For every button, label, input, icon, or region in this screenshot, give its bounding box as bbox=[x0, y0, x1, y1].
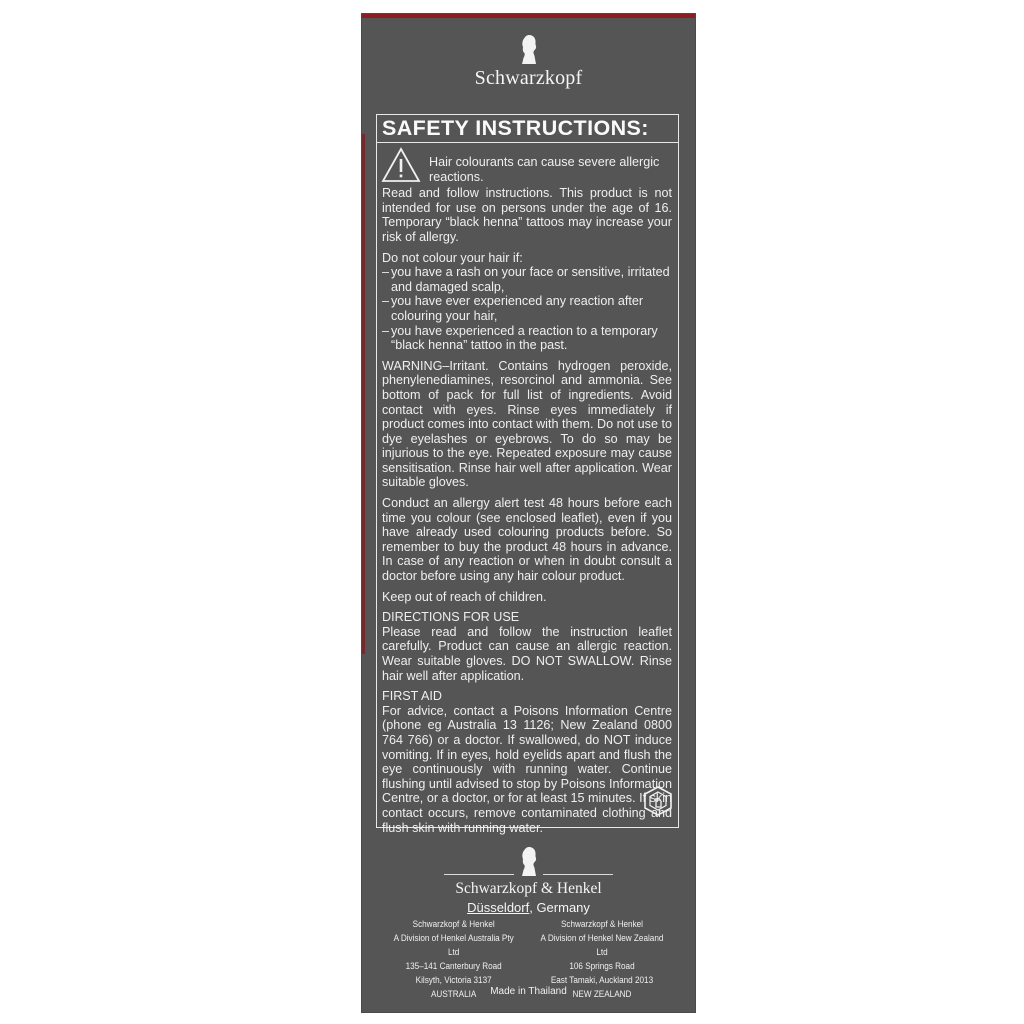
directions-paragraph: Please read and follow the instruction leaflet carefully. Product can cause an allergic reaction. Wear suitable gloves. DO NOT SWALLOW. Rinse hair well after application. bbox=[382, 624, 672, 683]
red-top-edge bbox=[362, 14, 695, 18]
address-line: Schwarzkopf & Henkel bbox=[412, 919, 495, 930]
allergy-warning-text: Hair colourants can cause severe allergic reactions. bbox=[429, 155, 660, 184]
divider-right bbox=[543, 874, 613, 875]
list-item: – you have ever experienced any reaction after colouring your hair, bbox=[382, 294, 672, 323]
list-item: – you have experienced a reaction to a temporary “black henna” tattoo in the past. bbox=[382, 324, 672, 353]
warning-row bbox=[382, 147, 672, 184]
list-item: – you have a rash on your face or sensitive, irritated and damaged scalp, bbox=[382, 265, 672, 294]
address-line: NEW ZEALAND bbox=[572, 989, 632, 1000]
warning-triangle-icon bbox=[381, 147, 421, 183]
address-line: East Tamaki, Auckland 2013 bbox=[550, 975, 654, 986]
country-name: , Germany bbox=[529, 900, 590, 915]
safety-title: SAFETY INSTRUCTIONS: bbox=[377, 115, 678, 143]
address-line: Kilsyth, Victoria 3137 bbox=[415, 975, 492, 986]
red-side-edge bbox=[362, 134, 365, 654]
address-line: A Division of Henkel New Zealand Ltd bbox=[540, 933, 664, 958]
first-aid-heading: FIRST AID bbox=[382, 689, 442, 704]
package-panel bbox=[362, 14, 695, 1012]
directions-heading: DIRECTIONS FOR USE bbox=[382, 610, 520, 625]
address-line: AUSTRALIA bbox=[430, 989, 477, 1000]
head-silhouette-icon bbox=[519, 846, 539, 876]
do-not-list bbox=[382, 265, 672, 353]
first-aid-paragraph: For advice, contact a Poisons Information Centre (phone eg Australia 13 1126; New Zealand 0800 764 766) or a doctor. If swallowed, do NOT induce vomiting. If in eyes, hold eyelids apart and flush the eye continuously with running water. Continue flushing until advised to stop by Poisons Information Centre, or a doctor, or for at least 15 minutes. If skin contact occurs, remove contaminated clothing and flush skin with running water. bbox=[382, 703, 672, 835]
manufacturer-name: Schwarzkopf & Henkel bbox=[455, 880, 602, 897]
instructions-paragraph: Read and follow instructions. This product is not intended for use on persons under the age of 16. Temporary “black henna” tattoos may increase your risk of allergy. bbox=[382, 186, 672, 244]
address-line: 135–141 Canterbury Road bbox=[405, 961, 502, 972]
brand-name: Schwarzkopf bbox=[474, 67, 583, 89]
address-line: A Division of Henkel Australia Pty Ltd bbox=[393, 933, 514, 958]
manufacturer-city bbox=[362, 900, 695, 915]
safety-content bbox=[377, 143, 678, 835]
do-not-heading: Do not colour your hair if: bbox=[382, 250, 523, 265]
tactile-pictogram-icon bbox=[642, 785, 674, 817]
safety-instructions-box bbox=[376, 114, 679, 835]
irritant-warning-paragraph: WARNING–Irritant. Contains hydrogen peroxide, phenylenediamines, resorcinol and ammonia. See bottom of pack for full list of ingredients. Avoid contact with eyes. Rinse eyes immediately if product comes into contact with them. Do not use to dye eyelashes or eyebrows. To do so may be injurious to the eye. Repeated exposure may cause sensitisation. Rinse hair well after application. Wear suitable gloves. bbox=[382, 358, 672, 490]
address-line: Schwarzkopf & Henkel bbox=[560, 919, 643, 930]
manufacturer-block bbox=[362, 846, 695, 915]
head-silhouette-icon bbox=[519, 34, 539, 64]
allergy-test-paragraph: Conduct an allergy alert test 48 hours before each time you colour (see enclosed leaflet), even if you have already used colouring products before. So remember to buy the product 48 hours in advance. In case of any reaction or when in doubt consult a doctor before using any hair colour product. bbox=[382, 496, 672, 584]
made-in-label: Made in Thailand bbox=[490, 986, 567, 997]
divider-left bbox=[444, 874, 514, 875]
children-warning: Keep out of reach of children. bbox=[382, 589, 547, 604]
city-name: Düsseldorf bbox=[467, 900, 530, 915]
brand-logo bbox=[362, 34, 695, 90]
address-line: 106 Springs Road bbox=[569, 961, 635, 972]
